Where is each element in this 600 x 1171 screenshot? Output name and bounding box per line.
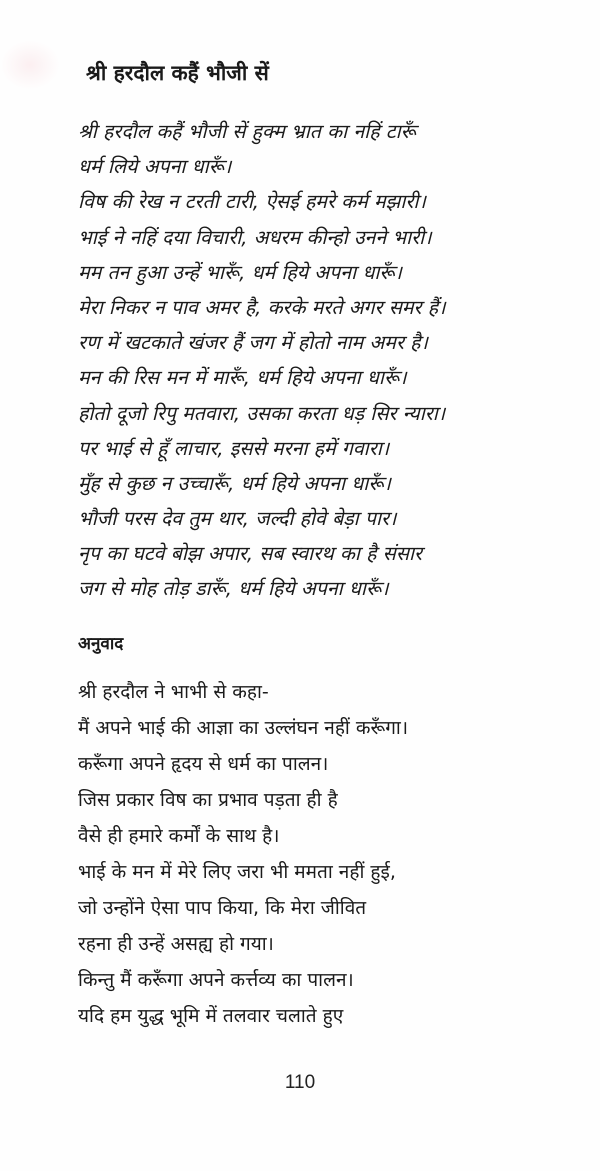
translation-line: किन्तु मैं करूँगा अपने कर्त्तव्य का पालन। — [78, 969, 354, 991]
translation-heading: अनुवाद — [78, 634, 124, 654]
poem-line: श्री हरदौल कहैं भौजी सें हुक्म भ्रात का नहिं टारूँ — [78, 120, 416, 143]
translation-line: श्री हरदौल ने भाभी से कहा- — [78, 681, 269, 703]
poem-line: पर भाई से हूँ लाचार, इससे मरना हमें गवारा। — [78, 436, 390, 460]
translation-text — [78, 674, 578, 1034]
poem-line: भौजी परस देव तुम थार, जल्दी होवे बेड़ा पार। — [78, 507, 397, 531]
poem-line: मन की रिस मन में मारूँ, धर्म हिये अपना धारूँ। — [78, 366, 407, 390]
poem-line: मेरा निकर न पाव अमर है, करके मरते अगर समर हैं। — [78, 295, 446, 319]
poem-line: विष की रेख न टरती टारी, ऐसई हमरे कर्म मझारी। — [78, 190, 426, 214]
translation-line: रहना ही उन्हें असह्य हो गया। — [78, 933, 274, 955]
page-smudge — [0, 40, 60, 90]
translation-line: जो उन्होंने ऐसा पाप किया, कि मेरा जीवित — [78, 897, 367, 919]
poem-line: होतो दूजो रिपु मतवारा, उसका करता धड़ सिर न्यारा। — [78, 401, 446, 425]
poem-line: रण में खटकाते खंजर हैं जग में होतो नाम अमर है। — [78, 331, 428, 355]
translation-line: वैसे ही हमारे कर्मों के साथ है। — [78, 825, 280, 847]
translation-line: करूँगा अपने हृदय से धर्म का पालन। — [78, 753, 329, 775]
poem-verse — [78, 114, 578, 607]
poem-line: भाई ने नहिं दया विचारी, अधरम कीन्हो उनने भारी। — [78, 225, 432, 249]
poem-line: जग से मोह तोड़ डारूँ, धर्म हिये अपना धारूँ। — [78, 577, 389, 601]
poem-title: श्री हरदौल कहैं भौजी सें — [86, 61, 269, 85]
poem-line: नृप का घटवे बोझ अपार, सब स्वारथ का है संसार — [78, 542, 423, 566]
translation-line: मैं अपने भाई की आज्ञा का उल्लंघन नहीं करूँगा। — [78, 717, 409, 739]
translation-line: भाई के मन में मेरे लिए जरा भी ममता नहीं हुई, — [78, 861, 396, 883]
poem-line: मम तन हुआ उन्हें भारूँ, धर्म हिये अपना धारूँ। — [78, 260, 402, 284]
translation-line: जिस प्रकार विष का प्रभाव पड़ता ही है — [78, 789, 338, 811]
poem-line: धर्म लिये अपना धारूँ। — [78, 155, 232, 179]
page-number: 110 — [284, 1072, 316, 1093]
translation-line: यदि हम युद्ध भूमि में तलवार चलाते हुए — [78, 1005, 344, 1027]
poem-line: मुँह से कुछ न उच्चारूँ, धर्म हिये अपना धारूँ। — [78, 471, 391, 495]
